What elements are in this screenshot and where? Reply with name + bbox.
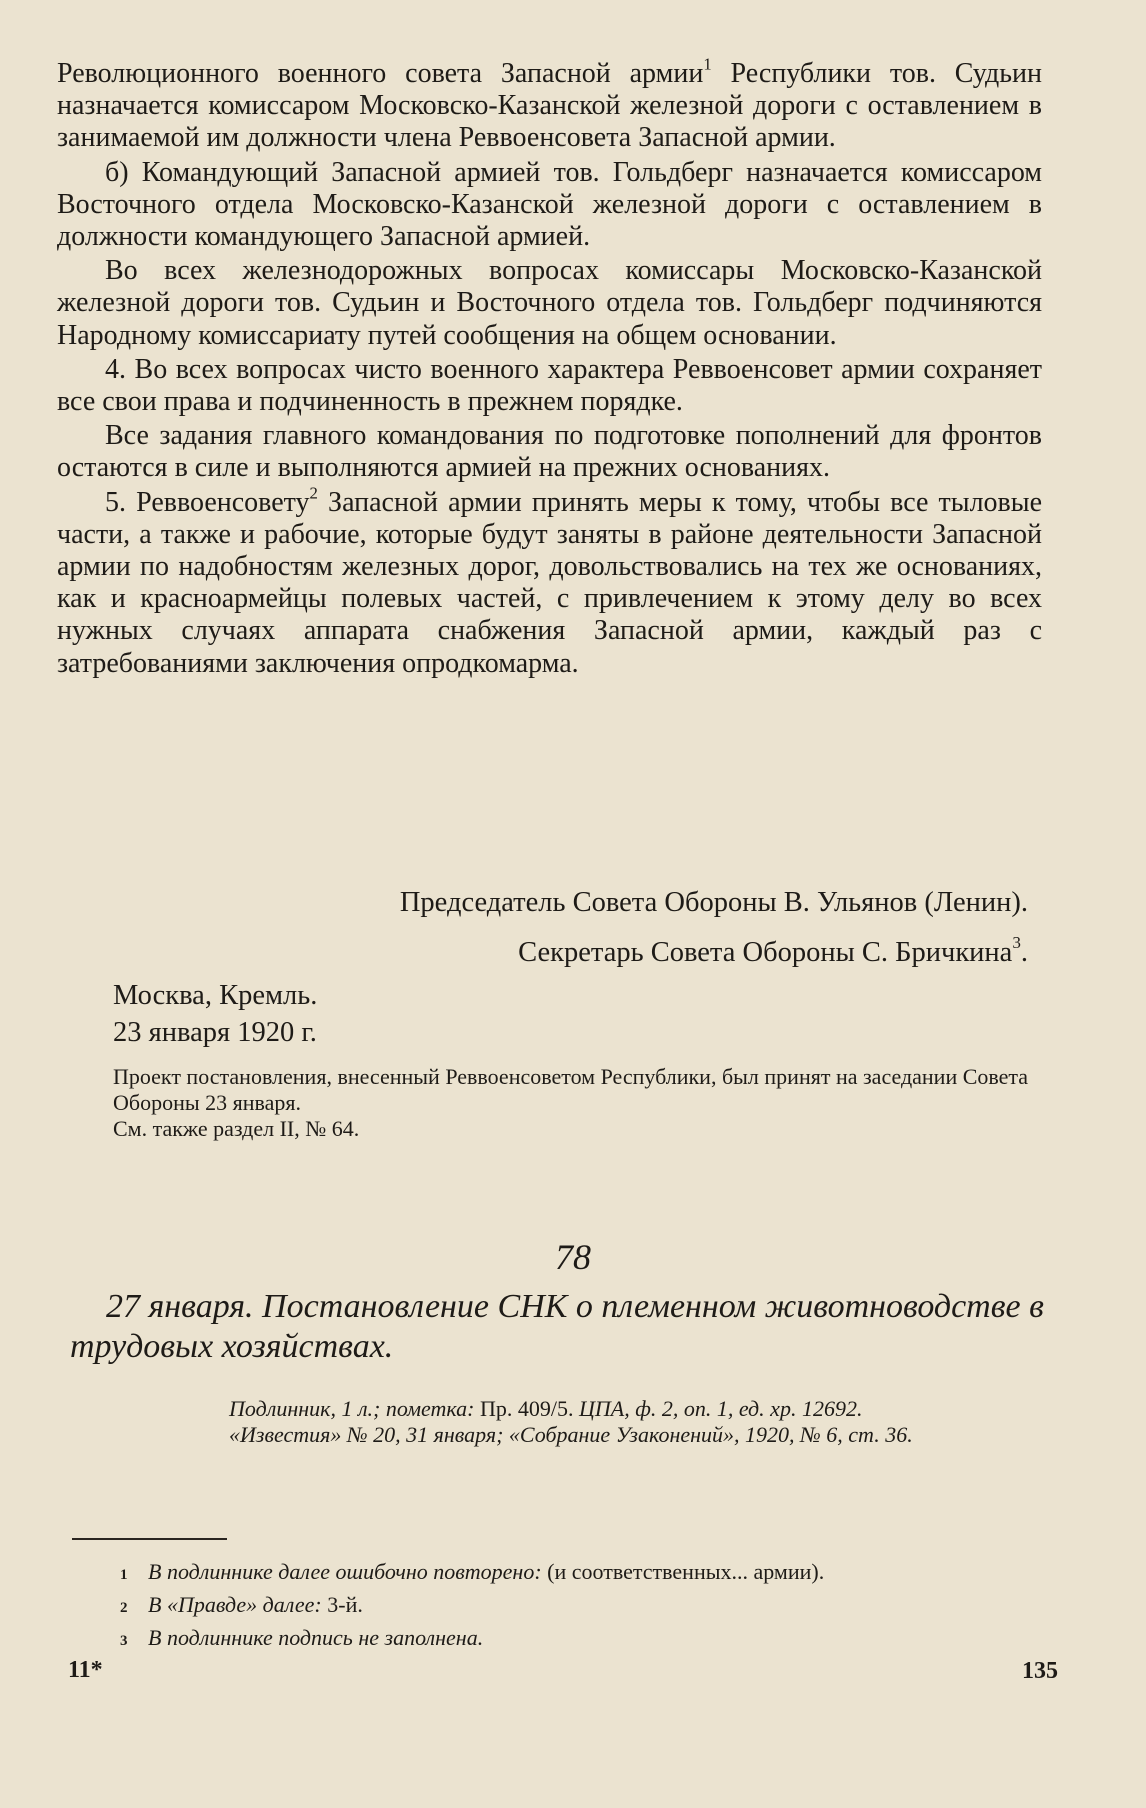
page-number: 135 [1022, 1658, 1058, 1684]
footnote-2: 2 В «Правде» далее: 3-й. [120, 1592, 363, 1617]
signature-secretary: Секретарь Совета Обороны С. Бричкина$^3$. [518, 933, 1028, 968]
footnote-ref-3[interactable]: 3 [1012, 933, 1021, 953]
date: 23 января 1920 г. [113, 1017, 317, 1048]
note-line-2: См. также раздел II, № 64. [113, 1116, 360, 1141]
note-line-1: Проект постановления, внесенный Реввоенсоветом Республики, был принят на заседании Совета Обороны 23 января. [113, 1064, 1029, 1115]
source-publications: «Известия» № 20, 31 января; «Собрание Узаконений», 1920, № 6, ст. 36. [229, 1422, 913, 1447]
footnotes [120, 1557, 824, 1656]
footnote-1: 1 В подлиннике далее ошибочно повторено: (и соответственных... армии). [120, 1559, 825, 1584]
paragraph-4: 4. Во всех вопросах чисто военного характера Реввоенсовет армии сохраняет все свои права и подчиненность в прежнем порядке. [57, 353, 1042, 418]
footnote-ref-2[interactable]: 2 [309, 483, 318, 503]
footnote-3: 3 В подлиннике подпись не заполнена. [120, 1625, 484, 1650]
paragraph-2: б) Командующий Запасной армией тов. Гольдберг назначается комиссаром Восточного отдела Московско-Казанской железной дороги с оставлением в должности командующего Запасной армией. [57, 156, 1042, 253]
sources [229, 1396, 1059, 1448]
paragraph-3: Во всех железнодорожных вопросах комиссары Московско-Казанской железной дороги тов. Судьин и Восточного отдела тов. Гольдберг подчиняются Народному комиссариату путей сообщения на общем основании. [57, 255, 1042, 351]
paragraph-6: 5. Реввоенсовету$^2$ Запасной армии принять меры к тому, чтобы все тыловые части, а также и рабочие, которые будут заняты в районе деятельности Запасной армии по надобностям железных дорог, довольствовались на тех же основаниях, как и красноармейцы полевых частей, с привлечением к этому делу во всех нужных случаях аппарата снабжения Запасной армии, каждый раз с затребованиями заключения опродкомарма. [57, 483, 1043, 679]
place: Москва, Кремль. [113, 980, 318, 1011]
place-date [113, 977, 317, 1051]
footnote-divider [72, 1538, 227, 1540]
source-original: Подлинник, 1 л.; пометка: Пр. 409/5. ЦПА, ф. 2, оп. 1, ед. хр. 12692. [229, 1396, 863, 1421]
editorial-notes [113, 1064, 1048, 1142]
footnote-ref-1[interactable]: 1 [703, 54, 712, 74]
paragraph-5: Все задания главного командования по подготовке пополнений для фронтов остаются в силе и выполняются армией на прежних основаниях. [57, 420, 1042, 484]
printer-signature-mark: 11* [68, 1657, 103, 1683]
paragraph-1: Революционного военного совета Запасной армии$^1$ Республики тов. Судьин назначается комиссаром Московско-Казанской железной дороги с оставлением в занимаемой им должности члена Реввоенсовета Запасной армии. [57, 54, 1042, 154]
body-text [57, 54, 1043, 680]
signature-chair: Председатель Совета Обороны В. Ульянов (Ленин). [399, 887, 1028, 918]
document-title: 27 января. Постановление СНК о племенном животноводстве в трудовых хозяйствах. [70, 1288, 1044, 1365]
document-number: 78 [555, 1237, 591, 1277]
